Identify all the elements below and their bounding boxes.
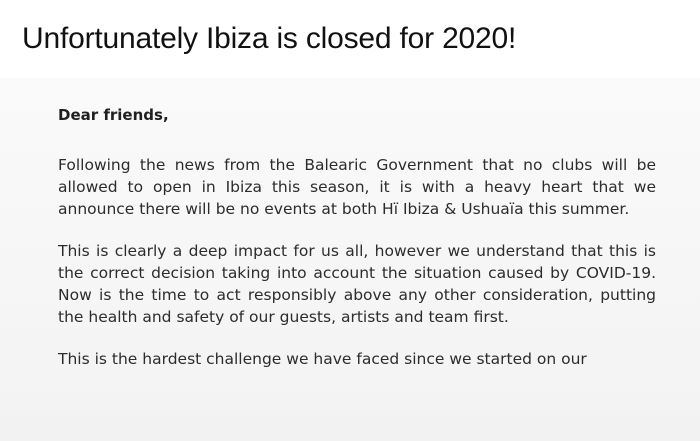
- announcement-letter: [58, 104, 656, 370]
- post-headline: Unfortunately Ibiza is closed for 2020!: [22, 22, 517, 55]
- letter-paragraph-2: This is clearly a deep impact for us all, however we understand that this is the correct decision taking into account the situation caused by COVID-19. Now is the time to act responsibly above any other consideration, putting the health and safety of our guests, artists and team first.: [58, 242, 656, 326]
- letter-greeting: Dear friends,: [58, 106, 169, 124]
- letter-paragraph-1: Following the news from the Balearic Government that no clubs will be allowed to open in Ibiza this season, it is with a heavy heart that we announce there will be no events at both Hï Ibiza & Ushuaïa this summer.: [58, 156, 656, 218]
- letter-paragraph-3: This is the hardest challenge we have faced since we started on our: [58, 350, 587, 368]
